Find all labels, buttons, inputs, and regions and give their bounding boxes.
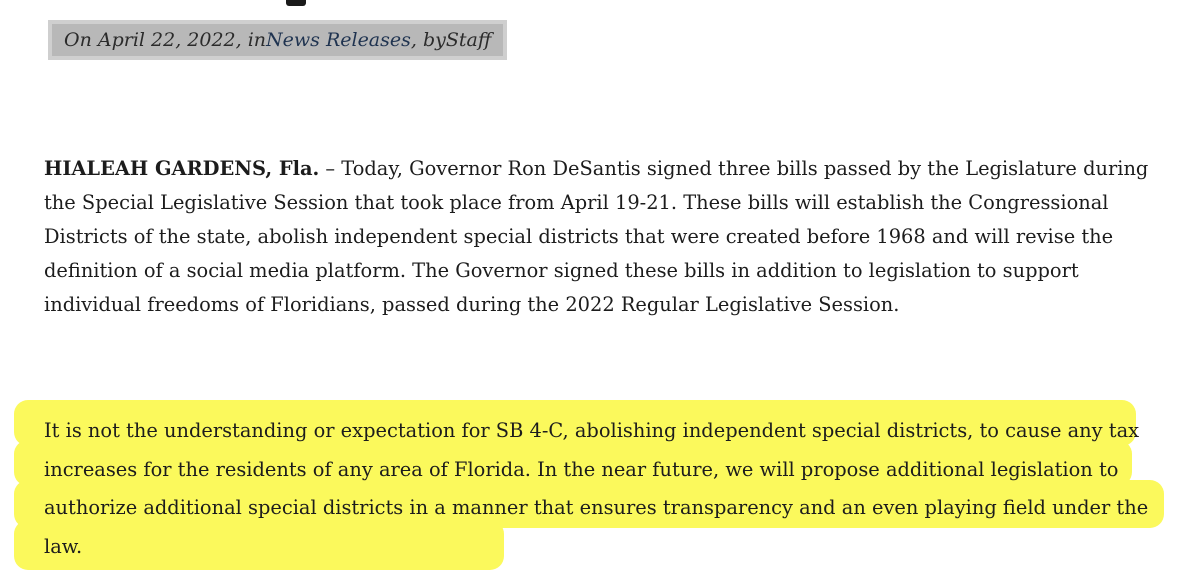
title-glyph-fragment: [286, 0, 306, 6]
dateline: HIALEAH GARDENS, Fla.: [44, 157, 320, 180]
post-date-text: On April 22, 2022, in: [64, 29, 267, 51]
author-separator: , by: [410, 29, 446, 51]
title-remnant: [0, 0, 1200, 10]
article-body: [44, 152, 1164, 322]
highlighted-section: [14, 400, 1164, 572]
dateline-dash: –: [319, 157, 342, 180]
category-link[interactable]: News Releases: [266, 29, 411, 51]
highlighted-paragraph: It is not the understanding or expectation for SB 4-C, abolishing independent special districts, to cause any tax increases for the residents of any area of Florida. In the near future, we will propose additional legislation to authorize additional special districts in a manner that ensures transparency and an even playing field under the law.: [44, 419, 1149, 558]
intro-paragraph: [44, 152, 1164, 322]
author-name: Staff: [445, 29, 492, 51]
post-meta-bar: [48, 20, 507, 60]
intro-text: Today, Governor Ron DeSantis signed three bills passed by the Legislature during the Special Legislative Session that took place from April 19-21. These bills will establish the Congressional Districts of the state, abolish independent special districts that were created before 1968 and will revise the definition of a social media platform. The Governor signed these bills in addition to legislation to support individual freedoms of Floridians, passed during the 2022 Regular Legislative Session.: [44, 157, 1149, 316]
